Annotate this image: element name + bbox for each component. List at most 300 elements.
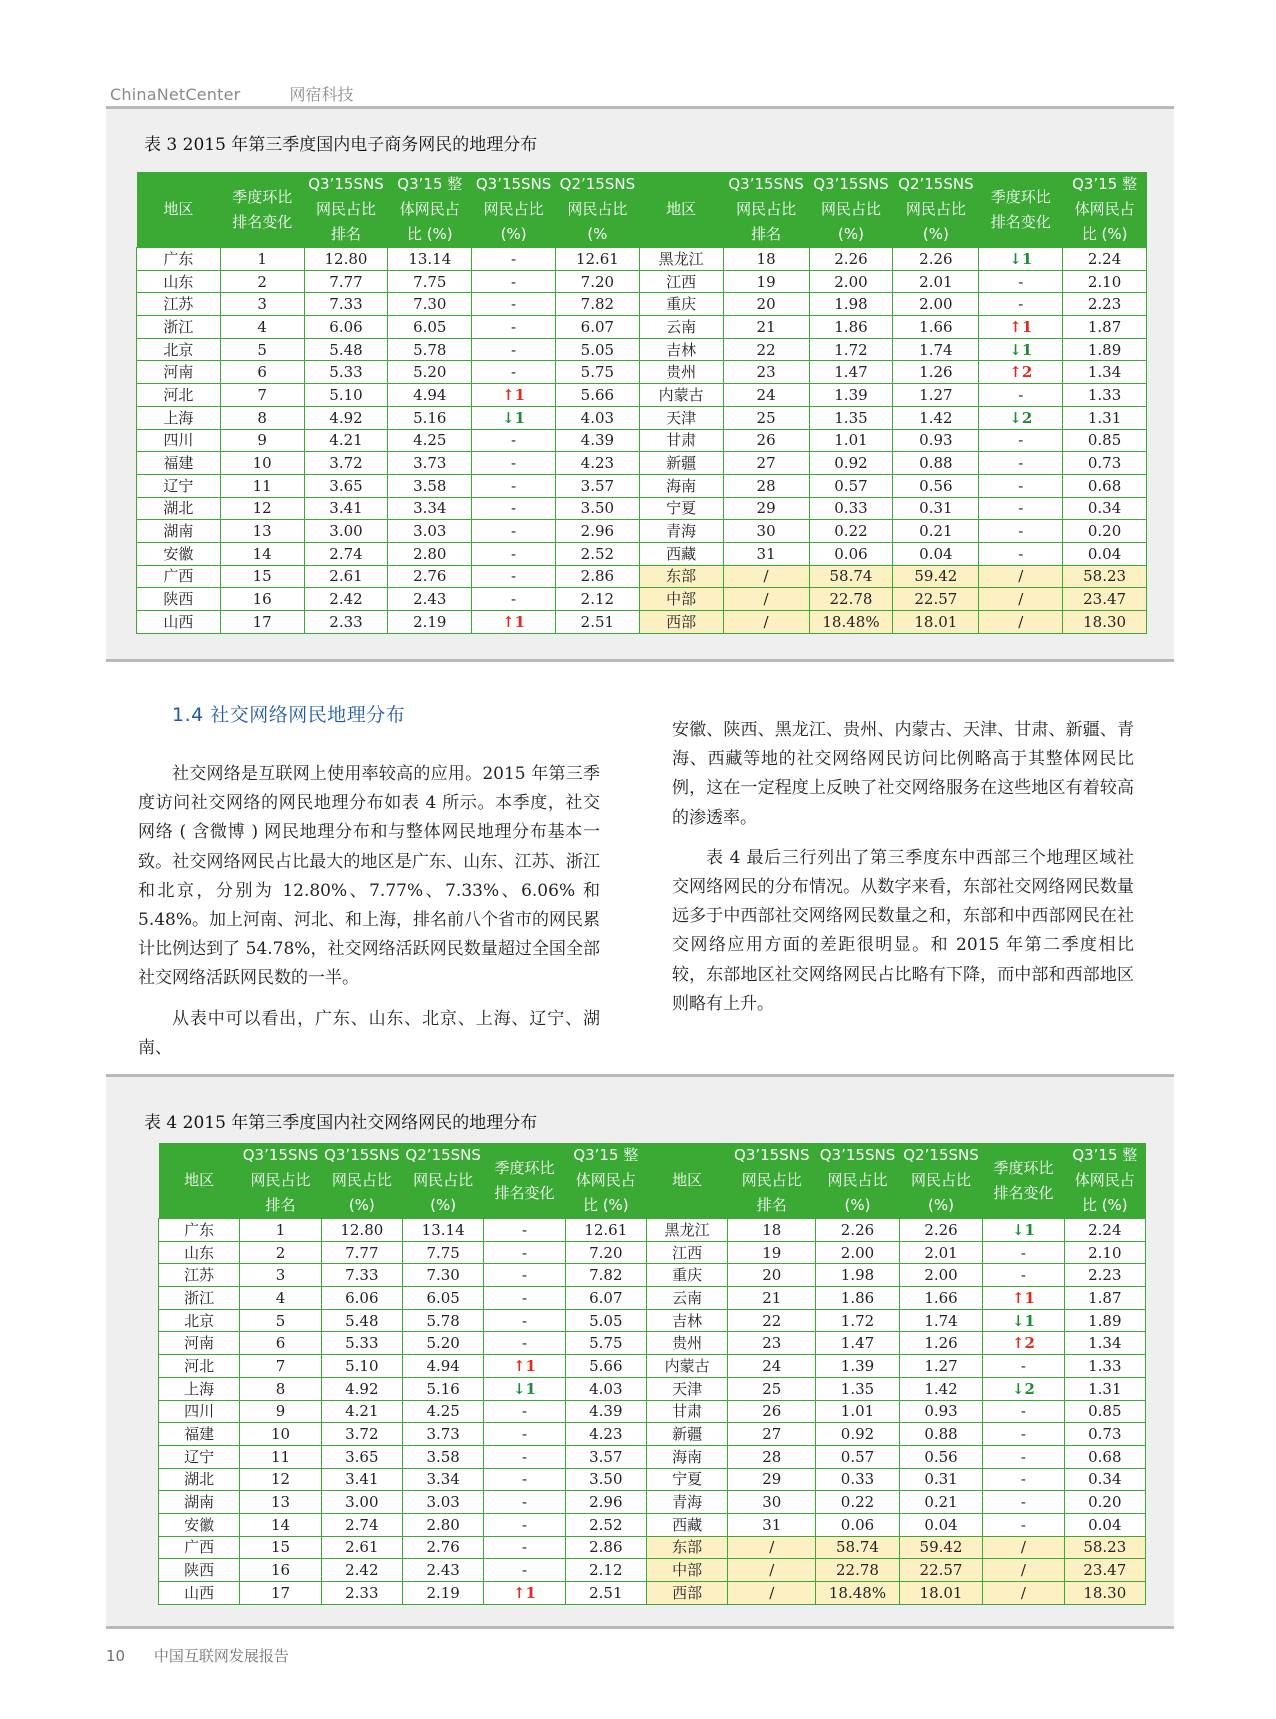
cell-value: 甘肃 — [672, 1402, 703, 1421]
cell-value: 0.34 — [1087, 499, 1122, 518]
cell-value: - — [511, 272, 517, 291]
table-cell — [723, 270, 809, 293]
cell-value: 广东 — [163, 249, 194, 268]
header-line: 网民占比 — [911, 1171, 972, 1189]
table-cell — [484, 1445, 565, 1468]
cell-value: - — [1020, 1515, 1026, 1534]
header-line: Q3’15SNS — [728, 175, 804, 193]
table-cell — [388, 588, 472, 611]
column-header — [723, 172, 809, 248]
rank-up-indicator: ↑1 — [502, 385, 526, 404]
cell-value: 17 — [252, 612, 272, 631]
cell-value: 18 — [756, 249, 776, 268]
table-cell — [321, 1400, 402, 1423]
cell-value: 3.58 — [426, 1447, 460, 1466]
table-cell — [809, 429, 893, 452]
cell-value: / — [1018, 567, 1024, 586]
table-cell — [220, 270, 304, 293]
cell-value: 河南 — [184, 1334, 215, 1353]
table-cell — [484, 1287, 565, 1310]
table-cell — [220, 293, 304, 316]
cell-value: 广西 — [184, 1538, 215, 1557]
table-cell — [555, 384, 639, 407]
table-cell — [159, 1491, 240, 1514]
header-line: (%) — [837, 225, 864, 243]
cell-value: 山西 — [184, 1583, 215, 1602]
table-cell — [321, 1264, 402, 1287]
table-cell — [484, 1400, 565, 1423]
cell-value: - — [521, 1220, 528, 1239]
cell-value: 1.27 — [919, 385, 953, 404]
cell-value: 1.01 — [840, 1402, 875, 1421]
cell-value: 3.72 — [329, 454, 363, 473]
rank-down-indicator: ↓1 — [1011, 1220, 1035, 1239]
cell-value: / — [763, 590, 769, 609]
cell-value: 25 — [762, 1379, 782, 1398]
table-cell — [472, 520, 556, 543]
header-line: Q3’15SNS — [813, 175, 889, 193]
cell-value: 2.80 — [413, 544, 447, 563]
table-cell — [899, 1355, 983, 1378]
table-cell — [137, 565, 221, 588]
table-cell — [402, 1559, 483, 1582]
cell-value: 3.00 — [329, 522, 363, 541]
cell-value: 1.86 — [834, 317, 868, 336]
cell-value: 1.33 — [1087, 385, 1122, 404]
table-cell — [728, 1264, 816, 1287]
body-paragraph: 表 4 最后三行列出了第三季度东中西部三个地理区域社交网络网民的分布情况。从数字来看，东部社交网络网民数量远多于中西部社交网络网民数量之和，东部和中西部网民在社交网络应用方面的差距很明显。和 2015 年第二季度相比较，东部地区社交网络网民占比略有下降，而中部和西部地区则略有上升。 — [672, 847, 1134, 1014]
cell-value: 28 — [762, 1447, 782, 1466]
table-cell — [646, 1355, 727, 1378]
header-line: 网民占比 — [315, 200, 376, 218]
header-line: (%) — [348, 1196, 375, 1214]
table-cell — [816, 1355, 900, 1378]
column-header — [304, 172, 388, 248]
table-cell — [728, 1559, 816, 1582]
cell-value: - — [1018, 522, 1024, 541]
cell-value: 0.88 — [924, 1425, 958, 1444]
table-row — [159, 1468, 1146, 1491]
cell-value: 14 — [252, 544, 272, 563]
table-cell — [565, 1309, 646, 1332]
table-cell — [304, 316, 388, 339]
table-cell — [646, 1241, 727, 1264]
cell-value: 2.52 — [589, 1515, 623, 1534]
header-line: Q2’15SNS — [898, 175, 974, 193]
table-cell — [893, 588, 979, 611]
table-cell — [893, 520, 979, 543]
table-cell — [979, 429, 1063, 452]
cell-value: 湖南 — [163, 522, 194, 541]
cell-value: 内蒙古 — [658, 385, 704, 404]
table-cell — [137, 293, 221, 316]
cell-value: - — [1018, 476, 1024, 495]
cell-value: 4.25 — [413, 431, 447, 450]
cell-value: - — [521, 1334, 528, 1353]
header-row — [137, 172, 1147, 248]
cell-value: 5.78 — [413, 340, 447, 359]
table-cell — [321, 1377, 402, 1400]
table-cell — [565, 1332, 646, 1355]
table-cell — [388, 429, 472, 452]
cell-value: / — [769, 1538, 775, 1557]
cell-value: 7 — [257, 385, 267, 404]
table-cell — [402, 1309, 483, 1332]
table-cell — [816, 1559, 900, 1582]
table-cell — [1063, 588, 1147, 611]
table-cell — [809, 497, 893, 520]
cell-value: 0.85 — [1088, 1402, 1122, 1421]
cell-value: 0.85 — [1087, 431, 1122, 450]
table-cell — [484, 1355, 565, 1378]
cell-value: 宁夏 — [672, 1470, 703, 1489]
table-cell — [723, 611, 809, 634]
table-cell — [1064, 1219, 1145, 1242]
cell-value: - — [1020, 1447, 1026, 1466]
table-cell — [1063, 611, 1147, 634]
table-cell — [388, 497, 472, 520]
cell-value: 2.01 — [924, 1243, 958, 1262]
header-line: 比 (%) — [406, 225, 453, 243]
column-header — [893, 172, 979, 248]
table-cell — [472, 452, 556, 475]
cell-value: / — [1020, 1538, 1026, 1557]
cell-value: 2.00 — [840, 1243, 875, 1262]
table-cell — [321, 1241, 402, 1264]
table-cell — [220, 384, 304, 407]
cell-value: 1.98 — [834, 295, 868, 314]
cell-value: 2.51 — [589, 1583, 623, 1602]
table-cell — [979, 452, 1063, 475]
column-header — [1063, 172, 1147, 248]
cell-value: 1.66 — [919, 317, 953, 336]
table-cell — [893, 611, 979, 634]
cell-value: 6 — [275, 1334, 286, 1353]
cell-value: 7 — [275, 1356, 286, 1375]
cell-value: 0.73 — [1087, 454, 1122, 473]
cell-value: 3.73 — [413, 454, 447, 473]
cell-value: 西部 — [666, 612, 697, 631]
table-cell — [816, 1491, 900, 1514]
table-cell — [484, 1264, 565, 1287]
table-cell — [402, 1582, 483, 1605]
cell-value: 1.01 — [834, 431, 868, 450]
table-cell — [983, 1536, 1064, 1559]
table-cell — [565, 1445, 646, 1468]
table-cell — [1064, 1536, 1145, 1559]
table-cell — [402, 1536, 483, 1559]
cell-value: 中部 — [672, 1561, 703, 1580]
table-cell — [983, 1582, 1064, 1605]
cell-value: 3.34 — [413, 499, 447, 518]
table-cell — [555, 565, 639, 588]
table-cell — [899, 1513, 983, 1536]
cell-value: 四川 — [163, 431, 194, 450]
table-cell — [220, 452, 304, 475]
table-cell — [639, 338, 723, 361]
table-cell — [137, 248, 221, 271]
cell-value: 3.34 — [426, 1470, 460, 1489]
table-cell — [1064, 1559, 1145, 1582]
cell-value: - — [1020, 1425, 1026, 1444]
cell-value: 2.96 — [589, 1493, 623, 1512]
table-cell — [983, 1491, 1064, 1514]
cell-value: 15 — [270, 1538, 291, 1557]
cell-value: 0.04 — [919, 544, 953, 563]
cell-value: 2.42 — [345, 1561, 379, 1580]
cell-value: 16 — [252, 590, 272, 609]
cell-value: 20 — [756, 295, 776, 314]
cell-value: 5.66 — [589, 1356, 623, 1375]
cell-value: 2.42 — [329, 590, 363, 609]
cell-value: 2.26 — [840, 1220, 875, 1239]
table-cell — [240, 1309, 321, 1332]
cell-value: 2.74 — [345, 1515, 379, 1534]
table-cell — [639, 384, 723, 407]
cell-value: 7.20 — [580, 272, 615, 291]
table-cell — [899, 1400, 983, 1423]
table-cell — [899, 1536, 983, 1559]
header-line: Q3’15 整 — [397, 175, 463, 193]
table-cell — [723, 384, 809, 407]
cell-value: 辽宁 — [163, 476, 194, 495]
table-cell — [220, 429, 304, 452]
cell-value: 23 — [756, 363, 776, 382]
page-number: 10 — [106, 1647, 126, 1665]
table-cell — [321, 1559, 402, 1582]
table-cell — [1063, 565, 1147, 588]
table-cell — [240, 1491, 321, 1514]
table-cell — [321, 1513, 402, 1536]
table-row — [159, 1423, 1146, 1446]
cell-value: 7.33 — [329, 295, 363, 314]
cell-value: 3.58 — [413, 476, 447, 495]
table-cell — [816, 1309, 900, 1332]
cell-value: 2.26 — [834, 249, 868, 268]
header-line: (%) — [500, 225, 527, 243]
table3 — [136, 172, 1147, 634]
table-cell — [816, 1423, 900, 1446]
cell-value: - — [511, 544, 517, 563]
cell-value: 1.33 — [1088, 1356, 1122, 1375]
table-cell — [472, 293, 556, 316]
table-cell — [220, 611, 304, 634]
table-cell — [979, 293, 1063, 316]
table-cell — [893, 565, 979, 588]
cell-value: / — [1018, 612, 1024, 631]
table-cell — [983, 1559, 1064, 1582]
cell-value: 6.06 — [329, 317, 363, 336]
rank-down-indicator: ↓2 — [1009, 408, 1033, 427]
table-cell — [472, 542, 556, 565]
cell-value: 河北 — [163, 385, 194, 404]
table-cell — [723, 474, 809, 497]
table-cell — [402, 1377, 483, 1400]
rank-up-indicator: ↑2 — [1011, 1334, 1035, 1353]
table-cell — [728, 1513, 816, 1536]
table-cell — [1063, 406, 1147, 429]
table-cell — [816, 1536, 900, 1559]
cell-value: 1.35 — [834, 408, 868, 427]
table-cell — [728, 1423, 816, 1446]
cell-value: - — [511, 363, 517, 382]
cell-value: - — [521, 1538, 528, 1557]
table-cell — [484, 1491, 565, 1514]
cell-value: 1.35 — [840, 1379, 875, 1398]
cell-value: - — [1018, 454, 1024, 473]
table-row — [137, 429, 1147, 452]
table-cell — [304, 565, 388, 588]
table-row — [159, 1400, 1146, 1423]
table-cell — [159, 1423, 240, 1446]
header-line: 排名 — [756, 1196, 787, 1214]
cell-value: 28 — [756, 476, 776, 495]
table-cell — [159, 1309, 240, 1332]
table-cell — [646, 1559, 727, 1582]
table-cell — [565, 1491, 646, 1514]
table-cell — [304, 270, 388, 293]
table-cell — [555, 520, 639, 543]
cell-value: 0.06 — [840, 1515, 875, 1534]
cell-value: 3.65 — [345, 1447, 379, 1466]
cell-value: - — [511, 567, 517, 586]
table-cell — [565, 1264, 646, 1287]
table-cell — [899, 1582, 983, 1605]
cell-value: 云南 — [666, 317, 697, 336]
table-row — [137, 474, 1147, 497]
cell-value: 12 — [252, 499, 272, 518]
header-line: (%) — [922, 225, 949, 243]
cell-value: 1 — [257, 249, 267, 268]
cell-value: 安徽 — [163, 544, 194, 563]
table-cell — [321, 1355, 402, 1378]
table-cell — [639, 565, 723, 588]
rank-up-indicator: ↑1 — [512, 1356, 536, 1375]
table-cell — [472, 406, 556, 429]
table-cell — [304, 452, 388, 475]
cell-value: 2.86 — [580, 567, 615, 586]
table-cell — [137, 520, 221, 543]
table-cell — [565, 1219, 646, 1242]
table-cell — [240, 1536, 321, 1559]
table-cell — [1063, 474, 1147, 497]
table-row — [137, 361, 1147, 384]
table-cell — [555, 474, 639, 497]
cell-value: 2.01 — [919, 272, 953, 291]
table-cell — [1063, 452, 1147, 475]
table-cell — [137, 452, 221, 475]
table-cell — [816, 1377, 900, 1400]
table-cell — [304, 497, 388, 520]
cell-value: 陕西 — [163, 590, 194, 609]
cell-value: 0.88 — [919, 454, 953, 473]
header-line: Q2’15SNS — [405, 1146, 481, 1164]
cell-value: 2 — [257, 272, 267, 291]
table-row — [137, 316, 1147, 339]
table-row — [137, 497, 1147, 520]
table-cell — [1063, 542, 1147, 565]
table-cell — [728, 1355, 816, 1378]
cell-value: - — [1020, 1402, 1026, 1421]
table-cell — [565, 1287, 646, 1310]
cell-value: 1.42 — [924, 1379, 958, 1398]
table-cell — [723, 565, 809, 588]
header-line: 排名变化 — [232, 212, 293, 231]
cell-value: 3.50 — [589, 1470, 623, 1489]
cell-value: 天津 — [672, 1379, 703, 1398]
cell-value: - — [521, 1266, 528, 1285]
table-cell — [388, 406, 472, 429]
table-cell — [220, 316, 304, 339]
cell-value: 5 — [275, 1311, 286, 1330]
cell-value: / — [1018, 590, 1024, 609]
table-cell — [893, 293, 979, 316]
header-line: Q3’15SNS — [308, 175, 384, 193]
column-header — [321, 1143, 402, 1219]
cell-value: 4.23 — [589, 1425, 623, 1444]
table-cell — [893, 270, 979, 293]
table-cell — [809, 248, 893, 271]
table-cell — [484, 1582, 565, 1605]
cell-value: 12.80 — [324, 249, 368, 268]
cell-value: 1.42 — [919, 408, 953, 427]
cell-value: 5.48 — [329, 340, 363, 359]
table-cell — [728, 1536, 816, 1559]
header-line: 体网民占 — [1074, 200, 1135, 218]
table-cell — [1064, 1468, 1145, 1491]
table-cell — [240, 1559, 321, 1582]
cell-value: 5.10 — [329, 385, 363, 404]
header-line: 网民占比 — [331, 1171, 392, 1189]
table-row — [159, 1264, 1146, 1287]
table-cell — [472, 338, 556, 361]
table-cell — [646, 1491, 727, 1514]
table-row — [137, 384, 1147, 407]
table-cell — [484, 1309, 565, 1332]
cell-value: 4.94 — [413, 385, 447, 404]
cell-value: 7.77 — [329, 272, 363, 291]
cell-value: 11 — [252, 476, 272, 495]
header-line: 体网民占 — [1074, 1171, 1135, 1189]
cell-value: 2.12 — [580, 590, 615, 609]
cell-value: 2.33 — [329, 612, 363, 631]
rank-up-indicator: ↑1 — [502, 612, 526, 631]
table-cell — [555, 429, 639, 452]
table-cell — [899, 1377, 983, 1400]
cell-value: 3.72 — [345, 1425, 379, 1444]
table-cell — [979, 384, 1063, 407]
cell-value: 云南 — [672, 1288, 703, 1307]
cell-value: 0.33 — [840, 1470, 875, 1489]
cell-value: 24 — [756, 385, 776, 404]
table-cell — [402, 1513, 483, 1536]
cell-value: 吉林 — [666, 340, 697, 359]
cell-value: 23 — [762, 1334, 782, 1353]
table-cell — [472, 429, 556, 452]
header-line: Q3’15SNS — [324, 1146, 400, 1164]
table-cell — [728, 1445, 816, 1468]
table-cell — [240, 1582, 321, 1605]
header-line: 网民占比 — [736, 200, 797, 218]
cell-value: 6.05 — [413, 317, 447, 336]
table4-caption: 表 4 2015 年第三季度国内社交网络网民的地理分布 — [144, 1113, 538, 1133]
table-cell — [220, 248, 304, 271]
table-cell — [1064, 1423, 1145, 1446]
cell-value: 2.61 — [329, 567, 363, 586]
table-cell — [321, 1309, 402, 1332]
table-cell — [646, 1219, 727, 1242]
cell-value: 西藏 — [666, 544, 697, 563]
